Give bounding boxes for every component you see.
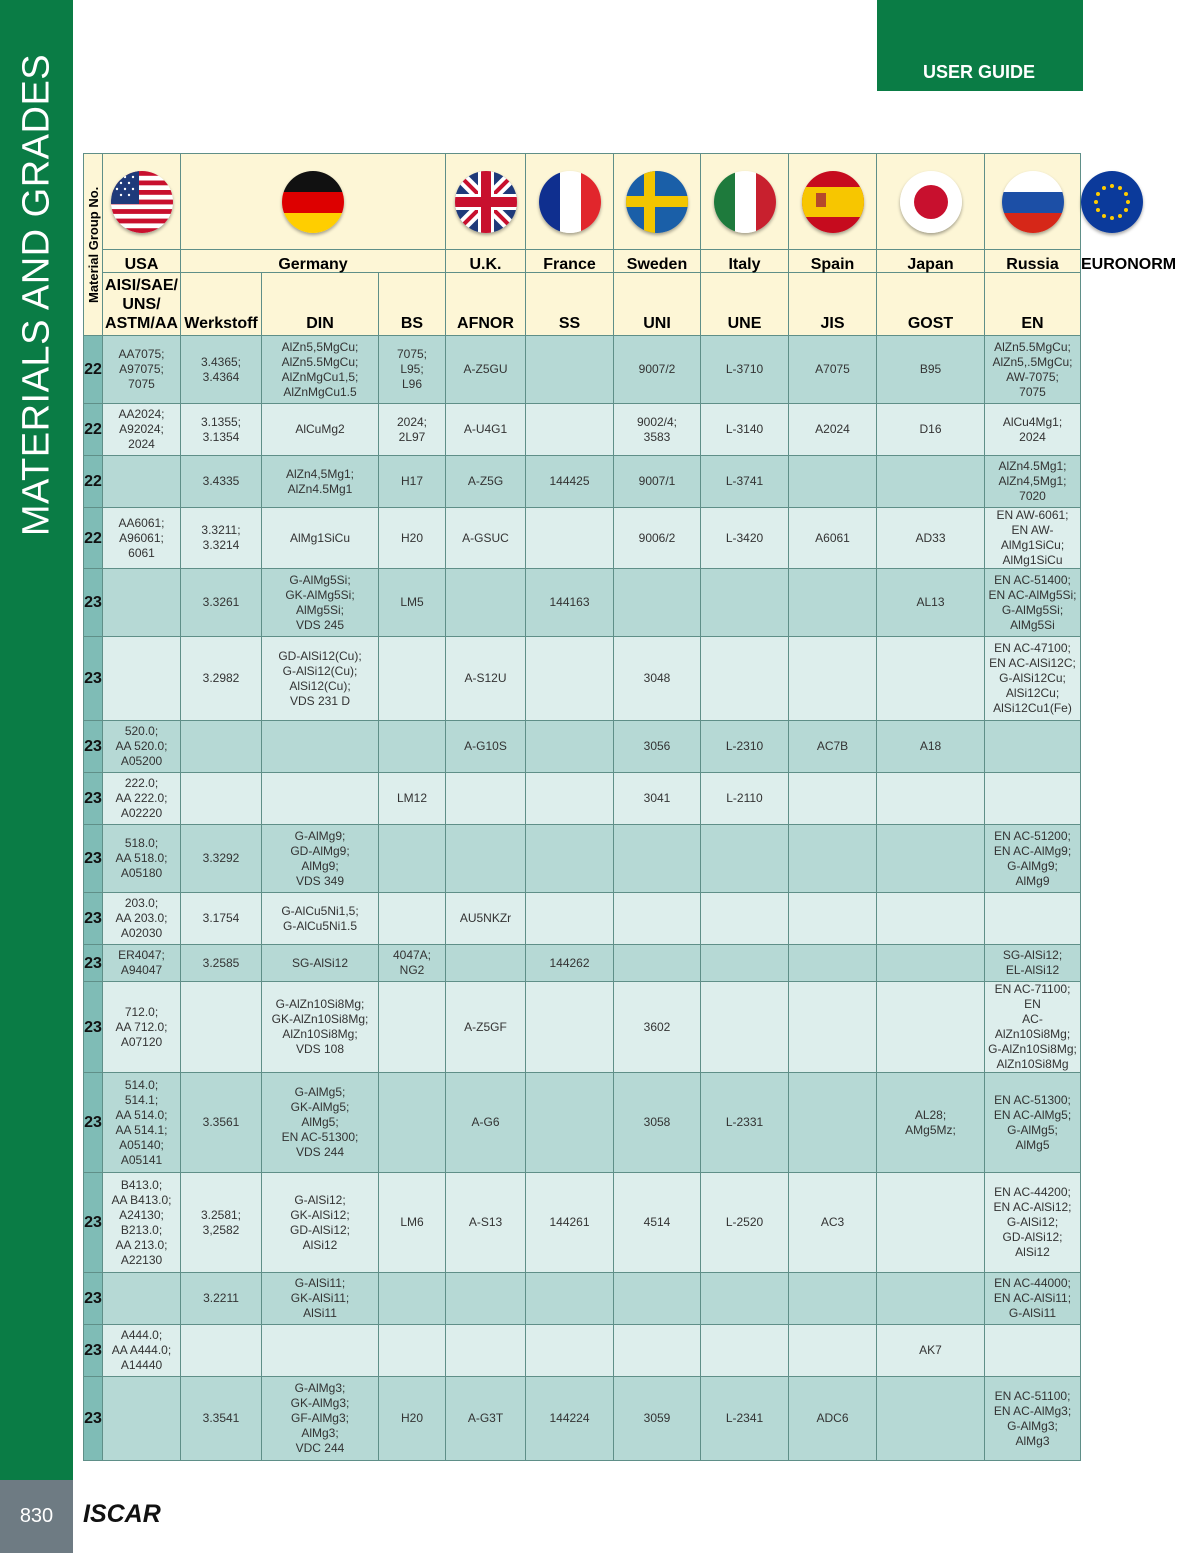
table-cell: 3.3261 bbox=[181, 569, 262, 637]
table-cell: ADC6 bbox=[789, 1377, 877, 1461]
table-cell bbox=[614, 825, 701, 893]
table-cell bbox=[379, 637, 446, 721]
table-cell: AlZn4,5Mg1; AlZn4.5Mg1 bbox=[262, 456, 379, 508]
uk-flag-icon bbox=[455, 171, 517, 233]
table-cell: L-3140 bbox=[701, 404, 789, 456]
table-cell bbox=[877, 1377, 985, 1461]
country-sweden: Sweden bbox=[614, 250, 701, 273]
table-cell: AA6061; A96061; 6061 bbox=[103, 508, 181, 569]
table-cell: AC3 bbox=[789, 1173, 877, 1273]
russia-flag-icon bbox=[1002, 171, 1064, 233]
table-cell bbox=[985, 893, 1081, 945]
table-cell: A2024 bbox=[789, 404, 877, 456]
table-cell bbox=[877, 1273, 985, 1325]
table-row bbox=[84, 569, 1081, 637]
table-cell: L-2310 bbox=[701, 721, 789, 773]
header-tab bbox=[877, 0, 1083, 91]
table-cell bbox=[446, 1325, 526, 1377]
table-cell bbox=[446, 945, 526, 982]
standard-header: GOST bbox=[877, 273, 985, 336]
flag-cell bbox=[701, 154, 789, 250]
table-cell: LM5 bbox=[379, 569, 446, 637]
table-cell: A444.0; AA A444.0; A14440 bbox=[103, 1325, 181, 1377]
group-number: 22 bbox=[84, 508, 103, 569]
table-cell bbox=[526, 1273, 614, 1325]
table-cell: 514.0; 514.1; AA 514.0; AA 514.1; A05140; A05141 bbox=[103, 1073, 181, 1173]
table-cell bbox=[526, 1073, 614, 1173]
table-cell bbox=[701, 945, 789, 982]
page-number: 830 bbox=[0, 1480, 73, 1553]
table-cell bbox=[446, 569, 526, 637]
standard-row bbox=[84, 273, 1081, 336]
table-cell: A7075 bbox=[789, 336, 877, 404]
table-cell: G-AlMg5; GK-AlMg5; AlMg5; EN AC-51300; VDS 244 bbox=[262, 1073, 379, 1173]
table-cell bbox=[877, 982, 985, 1073]
table-cell: 3.2982 bbox=[181, 637, 262, 721]
group-number: 23 bbox=[84, 1325, 103, 1377]
table-cell bbox=[614, 1325, 701, 1377]
table-cell: D16 bbox=[877, 404, 985, 456]
table-cell: B413.0; AA B413.0; A24130; B213.0; AA 213.0; A22130 bbox=[103, 1173, 181, 1273]
table-cell: 3056 bbox=[614, 721, 701, 773]
table-cell: EN AC-51100; EN AC-AlMg3; G-AlMg3; AlMg3 bbox=[985, 1377, 1081, 1461]
group-number: 23 bbox=[84, 1073, 103, 1173]
table-cell bbox=[526, 404, 614, 456]
table-cell bbox=[789, 569, 877, 637]
table-cell bbox=[701, 637, 789, 721]
table-cell: SG-AlSi12; EL-AlSi12 bbox=[985, 945, 1081, 982]
table-cell: 9002/4; 3583 bbox=[614, 404, 701, 456]
table-row bbox=[84, 893, 1081, 945]
standard-header: AFNOR bbox=[446, 273, 526, 336]
table-cell bbox=[789, 893, 877, 945]
flag-row bbox=[84, 154, 1081, 250]
table-row bbox=[84, 1173, 1081, 1273]
table-cell bbox=[789, 773, 877, 825]
country-uk: U.K. bbox=[446, 250, 526, 273]
table-row bbox=[84, 508, 1081, 569]
table-cell bbox=[181, 773, 262, 825]
group-number: 23 bbox=[84, 1273, 103, 1325]
table-cell: B95 bbox=[877, 336, 985, 404]
country-row: USA Germany U.K. France Sweden Italy Spain Japan Russia EURONORM bbox=[84, 250, 1081, 273]
table-cell: EN AC-44200; EN AC-AlSi12; G-AlSi12; GD-AlSi12; AlSi12 bbox=[985, 1173, 1081, 1273]
table-cell: EN AC-47100; EN AC-AlSi12C; G-AlSi12Cu; AlSi12Cu; AlSi12Cu1(Fe) bbox=[985, 637, 1081, 721]
table-cell: A18 bbox=[877, 721, 985, 773]
table-cell: A-Z5GF bbox=[446, 982, 526, 1073]
table-cell: G-AlSi11; GK-AlSi11; AlSi11 bbox=[262, 1273, 379, 1325]
group-number: 23 bbox=[84, 569, 103, 637]
flag-cell bbox=[614, 154, 701, 250]
table-cell: 144262 bbox=[526, 945, 614, 982]
table-cell bbox=[614, 569, 701, 637]
table-cell: 3041 bbox=[614, 773, 701, 825]
table-cell: A-S13 bbox=[446, 1173, 526, 1273]
table-cell: A-U4G1 bbox=[446, 404, 526, 456]
table-cell: 222.0; AA 222.0; A02220 bbox=[103, 773, 181, 825]
table-row bbox=[84, 637, 1081, 721]
table-cell: AlZn5,5MgCu; AlZn5.5MgCu; AlZnMgCu1,5; AlZnMgCu1.5 bbox=[262, 336, 379, 404]
standard-header: BS bbox=[379, 273, 446, 336]
table-cell bbox=[379, 1273, 446, 1325]
table-cell: G-AlMg9; GD-AlMg9; AlMg9; VDS 349 bbox=[262, 825, 379, 893]
table-cell bbox=[446, 1273, 526, 1325]
table-cell: L-2331 bbox=[701, 1073, 789, 1173]
standard-header: JIS bbox=[789, 273, 877, 336]
group-number: 23 bbox=[84, 773, 103, 825]
table-cell: AD33 bbox=[877, 508, 985, 569]
table-cell bbox=[789, 456, 877, 508]
table-row bbox=[84, 404, 1081, 456]
table-cell: 9007/1 bbox=[614, 456, 701, 508]
table-cell: AC7B bbox=[789, 721, 877, 773]
eu-flag-icon bbox=[1081, 171, 1143, 233]
table-cell bbox=[701, 569, 789, 637]
table-cell: 3.2211 bbox=[181, 1273, 262, 1325]
table-cell bbox=[877, 456, 985, 508]
germany-flag-icon bbox=[282, 171, 344, 233]
table-cell: 3.2581; 3,2582 bbox=[181, 1173, 262, 1273]
standard-header: Werkstoff bbox=[181, 273, 262, 336]
table-cell bbox=[379, 893, 446, 945]
table-cell: AA2024; A92024; 2024 bbox=[103, 404, 181, 456]
table-cell: ER4047; A94047 bbox=[103, 945, 181, 982]
table-cell: 144425 bbox=[526, 456, 614, 508]
table-cell: L-2341 bbox=[701, 1377, 789, 1461]
table-cell: AlMg1SiCu bbox=[262, 508, 379, 569]
table-cell: 3602 bbox=[614, 982, 701, 1073]
table-row bbox=[84, 456, 1081, 508]
flag-cell bbox=[446, 154, 526, 250]
standard-header: AISI/SAE/ UNS/ ASTM/AA bbox=[103, 273, 181, 336]
table-cell bbox=[526, 637, 614, 721]
table-cell bbox=[789, 982, 877, 1073]
table-cell: A-Z5GU bbox=[446, 336, 526, 404]
table-cell bbox=[526, 336, 614, 404]
table-cell bbox=[985, 721, 1081, 773]
table-cell bbox=[526, 982, 614, 1073]
table-cell: 3.3292 bbox=[181, 825, 262, 893]
table-cell: 3048 bbox=[614, 637, 701, 721]
table-row bbox=[84, 721, 1081, 773]
table-cell bbox=[526, 893, 614, 945]
table-cell: EN AC-51400; EN AC-AlMg5Si; G-AlMg5Si; AlMg5Si bbox=[985, 569, 1081, 637]
table-cell: G-AlMg5Si; GK-AlMg5Si; AlMg5Si; VDS 245 bbox=[262, 569, 379, 637]
table-cell bbox=[614, 945, 701, 982]
table-cell bbox=[789, 1325, 877, 1377]
group-number: 22 bbox=[84, 456, 103, 508]
table-cell bbox=[877, 893, 985, 945]
table-cell: 712.0; AA 712.0; A07120 bbox=[103, 982, 181, 1073]
table-cell bbox=[103, 1377, 181, 1461]
table-cell: AL28; AMg5Mz; bbox=[877, 1073, 985, 1173]
table-cell bbox=[789, 825, 877, 893]
table-cell: L-3741 bbox=[701, 456, 789, 508]
table-cell bbox=[614, 1273, 701, 1325]
table-cell: A6061 bbox=[789, 508, 877, 569]
table-row bbox=[84, 945, 1081, 982]
table-cell: A-G6 bbox=[446, 1073, 526, 1173]
country-usa: USA bbox=[103, 250, 181, 273]
table-cell: EN AC-51300; EN AC-AlMg5; G-AlMg5; AlMg5 bbox=[985, 1073, 1081, 1173]
table-cell: L-3710 bbox=[701, 336, 789, 404]
table-cell bbox=[379, 1073, 446, 1173]
table-cell: 144261 bbox=[526, 1173, 614, 1273]
table-cell bbox=[614, 893, 701, 945]
table-cell: A-GSUC bbox=[446, 508, 526, 569]
table-cell: AlCuMg2 bbox=[262, 404, 379, 456]
table-cell: L-3420 bbox=[701, 508, 789, 569]
table-cell: A-G3T bbox=[446, 1377, 526, 1461]
table-cell bbox=[985, 773, 1081, 825]
table-cell: EN AC-71100; EN AC-AlZn10Si8Mg; G-AlZn10Si8Mg; AlZn10Si8Mg bbox=[985, 982, 1081, 1073]
group-number: 23 bbox=[84, 825, 103, 893]
standard-header: EN bbox=[985, 273, 1081, 336]
table-cell bbox=[701, 1273, 789, 1325]
table-cell: L-2520 bbox=[701, 1173, 789, 1273]
table-cell: AA7075; A97075; 7075 bbox=[103, 336, 181, 404]
table-cell: H20 bbox=[379, 508, 446, 569]
table-cell bbox=[701, 825, 789, 893]
table-cell: AlZn4.5Mg1; AlZn4,5Mg1; 7020 bbox=[985, 456, 1081, 508]
group-number: 22 bbox=[84, 336, 103, 404]
table-cell: 518.0; AA 518.0; A05180 bbox=[103, 825, 181, 893]
table-row bbox=[84, 982, 1081, 1073]
country-russia: Russia bbox=[985, 250, 1081, 273]
table-cell: H20 bbox=[379, 1377, 446, 1461]
table-cell bbox=[701, 982, 789, 1073]
table-cell: EN AW-6061; EN AW-AlMg1SiCu; AlMg1SiCu bbox=[985, 508, 1081, 569]
table-cell bbox=[181, 721, 262, 773]
table-cell: G-AlSi12; GK-AlSi12; GD-AlSi12; AlSi12 bbox=[262, 1173, 379, 1273]
table-cell bbox=[985, 1325, 1081, 1377]
sweden-flag-icon bbox=[626, 171, 688, 233]
table-row bbox=[84, 825, 1081, 893]
group-number: 22 bbox=[84, 404, 103, 456]
table-cell: A-Z5G bbox=[446, 456, 526, 508]
table-cell bbox=[877, 945, 985, 982]
table-cell bbox=[526, 773, 614, 825]
table-body bbox=[84, 336, 1081, 1461]
table-cell: 3.3211; 3.3214 bbox=[181, 508, 262, 569]
standard-header: SS bbox=[526, 273, 614, 336]
table-cell: AlCu4Mg1; 2024 bbox=[985, 404, 1081, 456]
table-cell: EN AC-51200; EN AC-AlMg9; G-AlMg9; AlMg9 bbox=[985, 825, 1081, 893]
table-row bbox=[84, 1325, 1081, 1377]
group-header: Material Group No. bbox=[84, 154, 103, 336]
country-spain: Spain bbox=[789, 250, 877, 273]
side-banner bbox=[0, 0, 73, 1480]
usa-flag-icon bbox=[111, 171, 173, 233]
table-cell: 4514 bbox=[614, 1173, 701, 1273]
group-number: 23 bbox=[84, 1377, 103, 1461]
table-cell bbox=[877, 637, 985, 721]
table-cell: 9007/2 bbox=[614, 336, 701, 404]
flag-cell bbox=[877, 154, 985, 250]
table-cell bbox=[701, 1325, 789, 1377]
table-cell bbox=[379, 721, 446, 773]
table-cell: AK7 bbox=[877, 1325, 985, 1377]
table-cell: H17 bbox=[379, 456, 446, 508]
table-cell bbox=[789, 945, 877, 982]
table-cell bbox=[379, 982, 446, 1073]
table-cell bbox=[181, 1325, 262, 1377]
table-cell: GD-AlSi12(Cu); G-AlSi12(Cu); AlSi12(Cu); VDS 231 D bbox=[262, 637, 379, 721]
table-cell: 3058 bbox=[614, 1073, 701, 1173]
table-cell bbox=[526, 721, 614, 773]
group-number: 23 bbox=[84, 982, 103, 1073]
table-cell bbox=[262, 721, 379, 773]
italy-flag-icon bbox=[714, 171, 776, 233]
table-cell bbox=[526, 508, 614, 569]
table-cell: 144163 bbox=[526, 569, 614, 637]
country-italy: Italy bbox=[701, 250, 789, 273]
flag-cell bbox=[789, 154, 877, 250]
table-cell: 520.0; AA 520.0; A05200 bbox=[103, 721, 181, 773]
standard-header: DIN bbox=[262, 273, 379, 336]
table-row bbox=[84, 1377, 1081, 1461]
table-cell: SG-AlSi12 bbox=[262, 945, 379, 982]
table-cell bbox=[379, 1325, 446, 1377]
table-row bbox=[84, 1073, 1081, 1173]
table-cell: 3.3561 bbox=[181, 1073, 262, 1173]
flag-cell bbox=[181, 154, 446, 250]
table-cell: G-AlZn10Si8Mg; GK-AlZn10Si8Mg; AlZn10Si8Mg; VDS 108 bbox=[262, 982, 379, 1073]
spain-flag-icon bbox=[802, 171, 864, 233]
table-cell: 3.1355; 3.1354 bbox=[181, 404, 262, 456]
table-cell: LM6 bbox=[379, 1173, 446, 1273]
flag-cell bbox=[526, 154, 614, 250]
table-row bbox=[84, 773, 1081, 825]
table-cell: G-AlMg3; GK-AlMg3; GF-AlMg3; AlMg3; VDC 244 bbox=[262, 1377, 379, 1461]
table-row bbox=[84, 1273, 1081, 1325]
table-cell: A-G10S bbox=[446, 721, 526, 773]
flag-cell bbox=[985, 154, 1081, 250]
standard-header: UNE bbox=[701, 273, 789, 336]
table-cell bbox=[379, 825, 446, 893]
table-cell bbox=[877, 1173, 985, 1273]
header-tab-label: USER GUIDE bbox=[922, 62, 1035, 82]
table-cell bbox=[446, 773, 526, 825]
table-cell: 3.1754 bbox=[181, 893, 262, 945]
table-cell bbox=[103, 456, 181, 508]
france-flag-icon bbox=[539, 171, 601, 233]
table-cell: A-S12U bbox=[446, 637, 526, 721]
table-row bbox=[84, 336, 1081, 404]
table-cell: AlZn5.5MgCu; AlZn5,.5MgCu; AW-7075; 7075 bbox=[985, 336, 1081, 404]
table-cell: EN AC-44000; EN AC-AlSi11; G-AlSi11 bbox=[985, 1273, 1081, 1325]
table-cell bbox=[877, 773, 985, 825]
country-germany: Germany bbox=[181, 250, 446, 273]
japan-flag-icon bbox=[900, 171, 962, 233]
group-number: 23 bbox=[84, 945, 103, 982]
materials-table bbox=[83, 153, 1177, 1461]
table-cell: 3059 bbox=[614, 1377, 701, 1461]
table-cell: AU5NKZr bbox=[446, 893, 526, 945]
table-cell: 3.3541 bbox=[181, 1377, 262, 1461]
table-cell: 7075; L95; L96 bbox=[379, 336, 446, 404]
country-japan: Japan bbox=[877, 250, 985, 273]
group-number: 23 bbox=[84, 637, 103, 721]
table-cell: 203.0; AA 203.0; A02030 bbox=[103, 893, 181, 945]
table-cell bbox=[526, 825, 614, 893]
table-cell: 3.4365; 3.4364 bbox=[181, 336, 262, 404]
standard-header: UNI bbox=[614, 273, 701, 336]
table-cell: G-AlCu5Ni1,5; G-AlCu5Ni1.5 bbox=[262, 893, 379, 945]
flag-cell bbox=[103, 154, 181, 250]
group-number: 23 bbox=[84, 893, 103, 945]
country-france: France bbox=[526, 250, 614, 273]
table-cell bbox=[526, 1325, 614, 1377]
side-title: MATERIALS AND GRADES bbox=[15, 53, 58, 537]
table-cell bbox=[103, 569, 181, 637]
table-cell: AL13 bbox=[877, 569, 985, 637]
table-cell: 4047A; NG2 bbox=[379, 945, 446, 982]
table-cell: 3.2585 bbox=[181, 945, 262, 982]
table-cell: 3.4335 bbox=[181, 456, 262, 508]
table-cell bbox=[877, 825, 985, 893]
table-cell: LM12 bbox=[379, 773, 446, 825]
group-number: 23 bbox=[84, 1173, 103, 1273]
table-cell: 9006/2 bbox=[614, 508, 701, 569]
table-cell bbox=[262, 773, 379, 825]
table-cell: 2024; 2L97 bbox=[379, 404, 446, 456]
table-cell bbox=[262, 1325, 379, 1377]
table-cell bbox=[103, 637, 181, 721]
table-cell bbox=[789, 1273, 877, 1325]
table-cell bbox=[789, 637, 877, 721]
brand-logo: ISCAR bbox=[83, 1500, 161, 1528]
table-cell: L-2110 bbox=[701, 773, 789, 825]
group-number: 23 bbox=[84, 721, 103, 773]
table-cell: 144224 bbox=[526, 1377, 614, 1461]
table-cell bbox=[103, 1273, 181, 1325]
table-cell bbox=[446, 825, 526, 893]
table-cell bbox=[181, 982, 262, 1073]
table-cell bbox=[701, 893, 789, 945]
table-cell bbox=[789, 1073, 877, 1173]
